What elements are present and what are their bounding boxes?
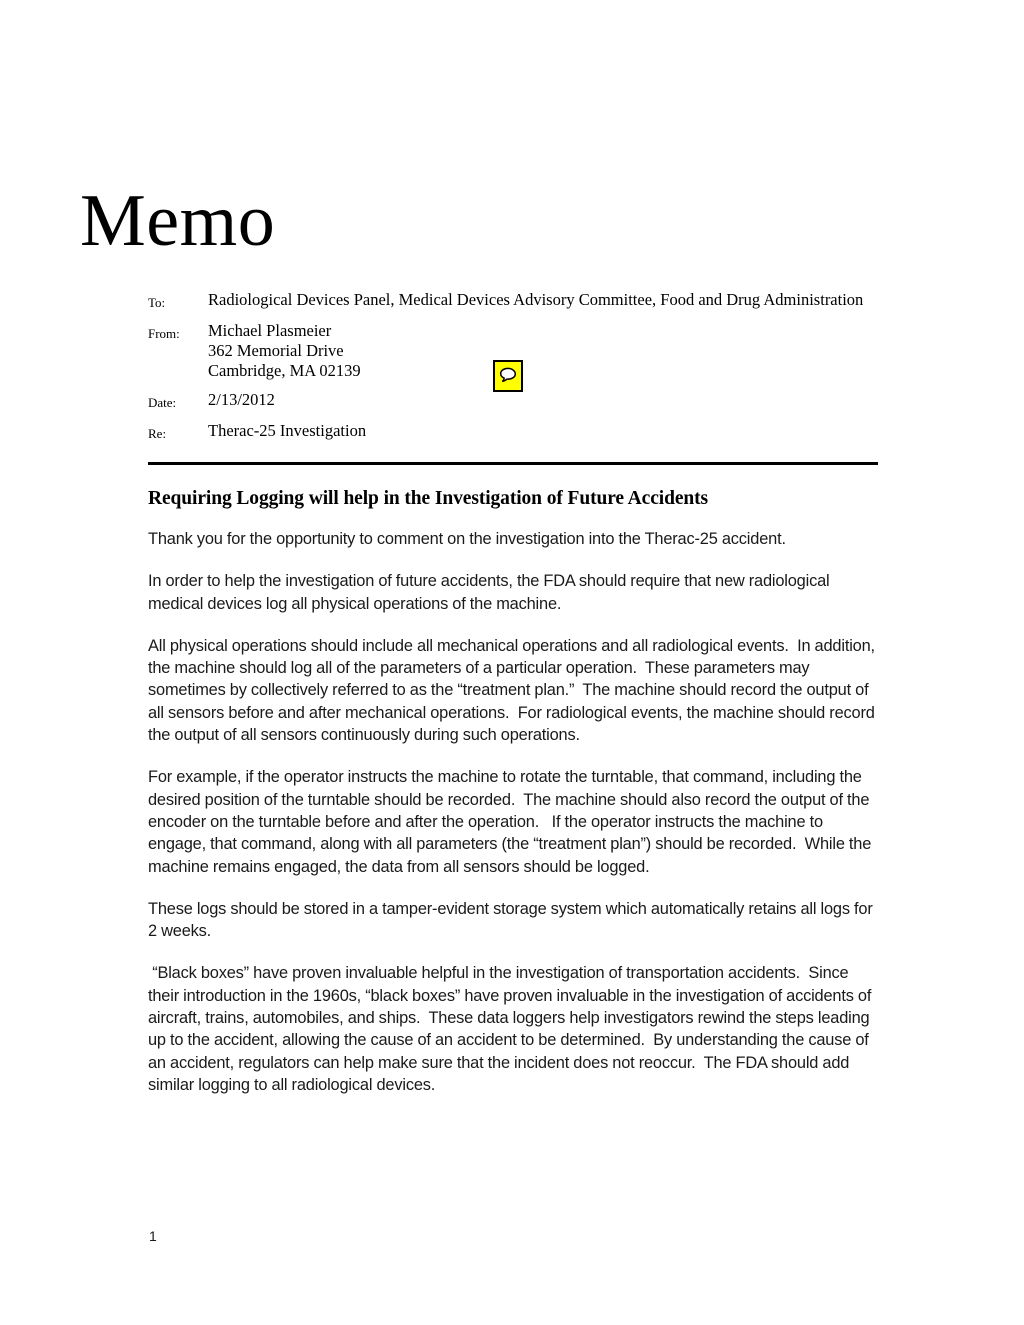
- memo-field-value: [208, 290, 878, 310]
- body-paragraph: In order to help the investigation of future accidents, the FDA should require that new radiological medical devices log all physical operations of the machine.: [148, 572, 834, 613]
- memo-field-row: [148, 421, 878, 443]
- header-divider-rule: [148, 462, 878, 465]
- body-paragraph: “Black boxes” have proven invaluable helpful in the investigation of transportation accidents. Since their introduction in the 1960s, “black boxes” have proven invaluable in the investigation of accidents of aircraft, trains, automobiles, and ships. These data loggers help investigators rewind the steps leading up to the accident, allowing the cause of an accident to be determined. By understanding the cause of an accident, regulators can help make sure that the incident does not reoccur. The FDA should add similar logging to all radiological devices.: [148, 964, 876, 1094]
- body-heading: Requiring Logging will help in the Investigation of Future Accidents: [148, 488, 709, 509]
- memo-field-value-line: Cambridge, MA 02139: [208, 361, 361, 380]
- memo-field-row: [148, 290, 878, 312]
- memo-field-label: Date:: [148, 395, 177, 410]
- memo-field-value-line: 2/13/2012: [208, 390, 275, 409]
- memo-field-value-line: Therac-25 Investigation: [208, 421, 367, 440]
- page-title: Memo: [80, 180, 276, 262]
- memo-field-value-line: Michael Plasmeier: [208, 321, 332, 340]
- memo-field-label: To:: [148, 295, 166, 310]
- memo-field-value: [208, 421, 878, 441]
- memo-field-row: [148, 390, 878, 412]
- memo-field-value: [208, 321, 878, 381]
- comment-bubble-icon[interactable]: [493, 360, 523, 392]
- memo-field-label: Re:: [148, 426, 167, 441]
- memo-body: [148, 487, 878, 1096]
- memo-field-value: [208, 390, 878, 410]
- memo-field-value-line: 362 Memorial Drive: [208, 341, 344, 360]
- body-paragraph: For example, if the operator instructs the machine to rotate the turntable, that command, including the desired position of the turntable should be recorded. The machine should also record the output of the encoder on the turntable before and after the operation. If the operator instructs the machine to engage, that command, along with all parameters (the “treatment plan”) should be recorded. While the machine remains engaged, the data from all sensors should be logged.: [148, 768, 876, 876]
- page-number: 1: [149, 1228, 157, 1244]
- speech-bubble-glyph: [498, 366, 518, 386]
- memo-field-label: From:: [148, 326, 180, 341]
- body-paragraph: These logs should be stored in a tamper-evident storage system which automatically retains all logs for 2 weeks.: [148, 899, 877, 941]
- memo-field-value-line: Radiological Devices Panel, Medical Devices Advisory Committee, Food and Drug Administration: [208, 290, 864, 309]
- body-paragraph: All physical operations should include all mechanical operations and all radiological events. In addition, the machine should log all of the parameters of a particular operation. These parameters may sometimes by collectively referred to as the “treatment plan.” The machine should record the output of all sensors before and after mechanical operations. For radiological events, the machine should record the output of all sensors continuously during such operations.: [148, 636, 880, 745]
- body-paragraph: Thank you for the opportunity to comment on the investigation into the Therac-25 accident.: [148, 530, 786, 548]
